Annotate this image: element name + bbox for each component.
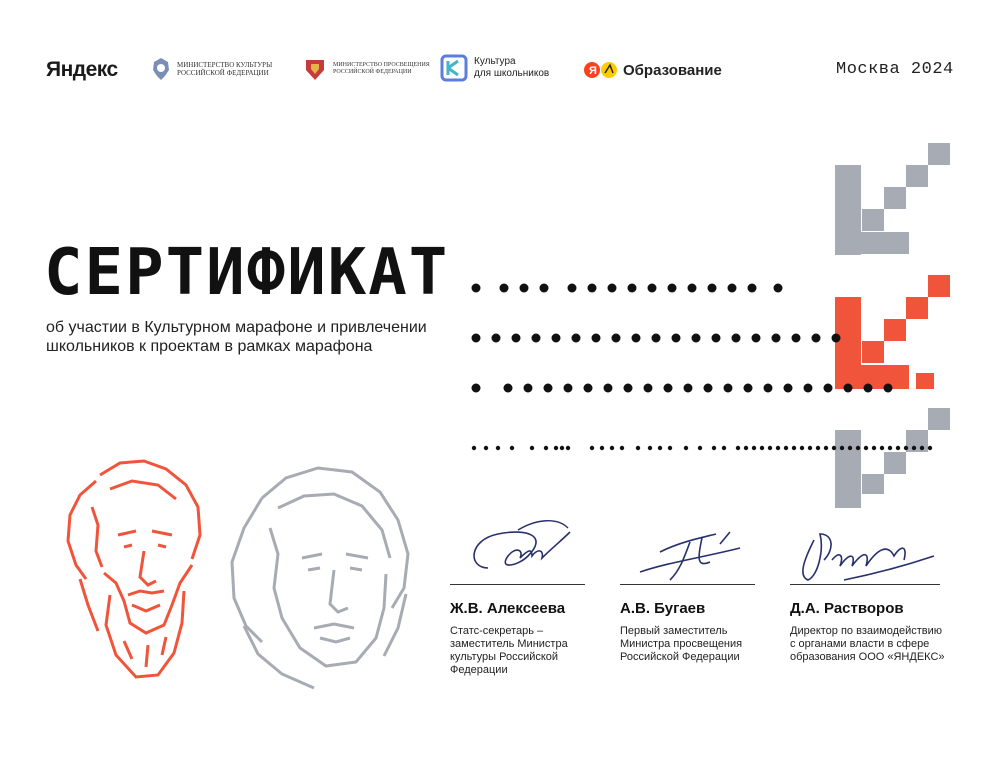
ministry-education-logo: [302, 56, 430, 82]
signatory-2-role-line: Министра просвещения: [620, 638, 743, 650]
kdsh-logo-icon: [440, 54, 468, 82]
signatory-2-role-line: Российской Федерации: [620, 651, 740, 663]
signatory-2: [620, 600, 780, 664]
signatory-1-role-line: Федерации: [450, 664, 508, 676]
signatory-1-role-line: Статс-секретарь –: [450, 625, 544, 637]
yandex-education-logo-icon: [583, 60, 619, 80]
signature-bugaev: [620, 522, 760, 588]
signature-line-3: [790, 584, 940, 585]
signatory-2-role-line: Первый заместитель: [620, 625, 728, 637]
signatory-1-role-line: культуры Российской: [450, 651, 559, 663]
kdsh-logo: [440, 54, 549, 82]
ministry-culture-line1: МИНИСТЕРСТВО КУЛЬТУРЫ: [177, 61, 273, 69]
certificate-title: СЕРТИФИКАТ: [44, 236, 450, 310]
signatory-3: [790, 600, 970, 664]
signatory-1: [450, 600, 610, 677]
education-label: Образование: [623, 61, 722, 79]
dotted-name-lines: [462, 276, 942, 466]
signature-rastvorov: [784, 520, 944, 590]
signatory-3-role-line: образования ООО «ЯНДЕКС»: [790, 651, 945, 663]
subtitle-line2: школьников к проектам в рамках марафона: [46, 338, 373, 355]
svg-text:Я: Я: [589, 65, 597, 77]
ministry-culture-line2: РОССИЙСКОЙ ФЕДЕРАЦИИ: [177, 69, 269, 77]
education-emblem-icon: [302, 56, 328, 82]
signature-line-1: [450, 584, 585, 585]
signature-alekseeva: [458, 510, 588, 586]
place-date: Москва 2024: [836, 60, 954, 79]
certificate-subtitle: [46, 318, 446, 356]
signatory-3-role: [790, 625, 970, 664]
signatory-3-role-line: Директор по взаимодействию: [790, 625, 943, 637]
ministry-emblem-icon: [150, 56, 172, 82]
signatory-2-role: [620, 625, 780, 664]
yandex-logo: Яндекс: [46, 58, 118, 81]
ministry-culture-logo: [150, 56, 272, 82]
ministry-education-line2: РОССИЙСКОЙ ФЕДЕРАЦИИ: [333, 69, 412, 75]
subtitle-line1: об участии в Культурном марафоне и привлечении: [46, 319, 427, 336]
portrait-orange-bearded: [40, 455, 220, 695]
signatory-1-name: Ж.В. Алексеева: [450, 600, 566, 617]
yandex-education-logo: [583, 60, 722, 80]
signatory-2-name: А.В. Бугаев: [620, 600, 706, 617]
signatory-1-role: [450, 625, 610, 677]
kdsh-line2: для школьников: [474, 68, 550, 79]
signatory-3-role-line: с органами власти в сфере: [790, 638, 930, 650]
signatory-1-role-line: заместитель Министра: [450, 638, 568, 650]
kdsh-line1: Культура: [474, 56, 516, 67]
signatory-3-name: Д.А. Растворов: [790, 600, 904, 617]
signature-line-2: [620, 584, 755, 585]
ministry-education-line1: МИНИСТЕРСТВО ПРОСВЕЩЕНИЯ: [333, 62, 430, 68]
portrait-gray: [222, 458, 422, 698]
